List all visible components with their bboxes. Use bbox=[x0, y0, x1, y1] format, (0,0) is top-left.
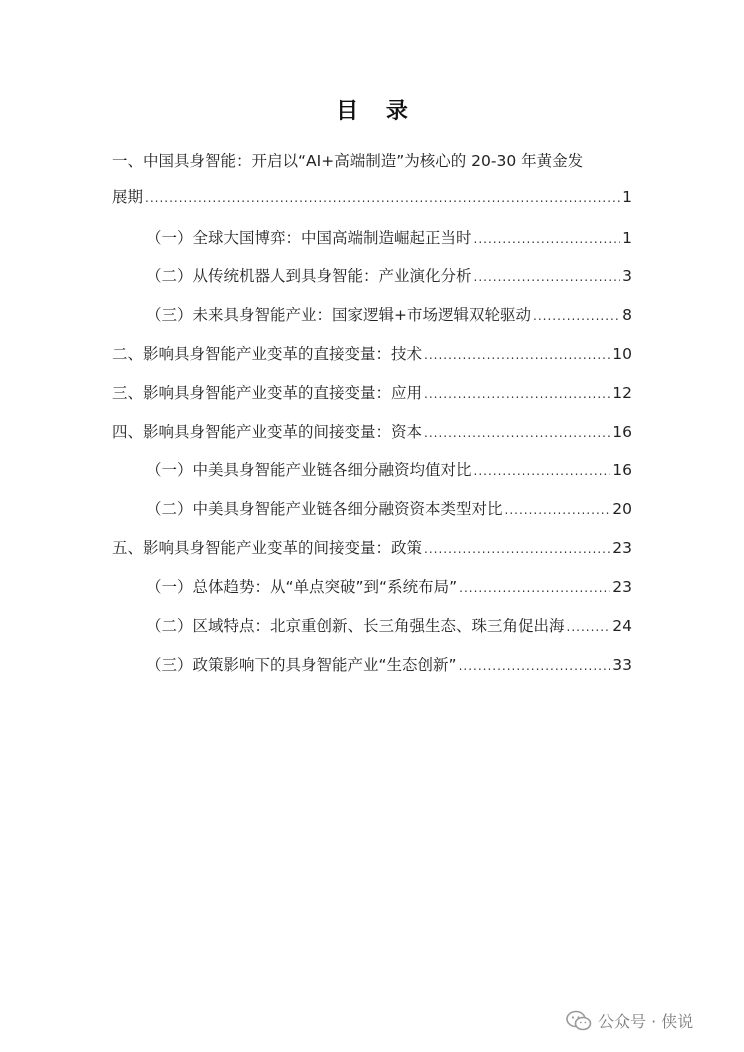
toc-page-number: 3 bbox=[622, 267, 632, 285]
toc-page-number: 1 bbox=[622, 188, 632, 206]
toc-entry-label: （二）中美具身智能产业链各细分融资资本类型对比 bbox=[146, 500, 503, 518]
toc-entry-label: 五、影响具身智能产业变革的间接变量：政策 bbox=[112, 539, 423, 557]
toc-entry-1-2[interactable] bbox=[146, 265, 632, 288]
toc-page-number: 23 bbox=[612, 539, 632, 557]
toc-entry-label: 四、影响具身智能产业变革的间接变量：资本 bbox=[112, 423, 423, 441]
toc-leader-dots bbox=[567, 616, 611, 638]
toc-leader-dots bbox=[505, 499, 611, 521]
toc-entry-4-1[interactable] bbox=[146, 459, 632, 482]
toc-leader-dots bbox=[459, 577, 610, 599]
toc-entry-label: （二）区域特点：北京重创新、长三角强生态、珠三角促出海 bbox=[146, 617, 565, 635]
toc-leader-dots bbox=[474, 266, 621, 288]
toc-entry-1[interactable] bbox=[112, 186, 632, 209]
wechat-icon bbox=[566, 1010, 592, 1032]
toc-leader-dots bbox=[424, 383, 610, 405]
toc-page-number: 1 bbox=[622, 229, 632, 247]
toc-page-number: 12 bbox=[612, 384, 632, 402]
toc-page-number: 33 bbox=[612, 656, 632, 674]
toc-entry-3[interactable] bbox=[112, 382, 632, 405]
toc-entry-label: （一）全球大国博弈：中国高端制造崛起正当时 bbox=[146, 229, 472, 247]
toc-page-number: 8 bbox=[622, 306, 632, 324]
toc-leader-dots bbox=[145, 187, 620, 209]
page-title: 目 录 bbox=[336, 99, 418, 124]
toc-leader-dots bbox=[424, 344, 610, 366]
toc-entry-2[interactable] bbox=[112, 343, 632, 366]
toc-entry-4[interactable] bbox=[112, 421, 632, 444]
toc-leader-dots bbox=[474, 228, 621, 250]
toc-page-number: 16 bbox=[612, 423, 632, 441]
toc-entry-label: 展期 bbox=[112, 188, 144, 206]
toc-entry-label: 三、影响具身智能产业变革的直接变量：应用 bbox=[112, 384, 423, 402]
toc-entry-1-1[interactable] bbox=[146, 227, 632, 250]
toc-leader-dots bbox=[533, 305, 620, 327]
toc-entry-label: （一）总体趋势：从“单点突破”到“系统布局” bbox=[146, 578, 458, 596]
toc-leader-dots bbox=[459, 655, 611, 677]
toc-entry-label: （一）中美具身智能产业链各细分融资均值对比 bbox=[146, 461, 472, 479]
toc-leader-dots bbox=[424, 538, 610, 560]
footer-text: 公众号 · 侠说 bbox=[598, 1012, 694, 1031]
toc-page-number: 24 bbox=[612, 617, 632, 635]
toc-leader-dots bbox=[424, 422, 610, 444]
toc-entry-label: （二）从传统机器人到具身智能：产业演化分析 bbox=[146, 267, 472, 285]
toc-entry-label: 二、影响具身智能产业变革的直接变量：技术 bbox=[112, 345, 423, 363]
toc-entry-1-3[interactable] bbox=[146, 304, 632, 327]
toc-entry-5-3[interactable] bbox=[146, 654, 632, 677]
toc-entry-5-2[interactable] bbox=[146, 615, 632, 638]
watermark-footer bbox=[566, 1009, 693, 1032]
toc-page-number: 10 bbox=[612, 345, 632, 363]
toc-page-number: 16 bbox=[612, 461, 632, 479]
toc-entry-5-1[interactable] bbox=[146, 576, 632, 599]
toc-entry-5[interactable] bbox=[112, 537, 632, 560]
toc-entry-label: （三）政策影响下的具身智能产业“生态创新” bbox=[146, 656, 457, 674]
toc-entry-label: （三）未来具身智能产业：国家逻辑+市场逻辑双轮驱动 bbox=[146, 306, 531, 324]
toc-entry-4-2[interactable] bbox=[146, 498, 632, 521]
toc-page-number: 23 bbox=[612, 578, 632, 596]
toc-leader-dots bbox=[474, 460, 611, 482]
toc-page-number: 20 bbox=[612, 500, 632, 518]
toc-entry-label: 一、中国具身智能：开启以“AI+高端制造”为核心的 20-30 年黄金发 bbox=[112, 152, 584, 170]
toc-entry-1-line1[interactable] bbox=[112, 150, 632, 172]
